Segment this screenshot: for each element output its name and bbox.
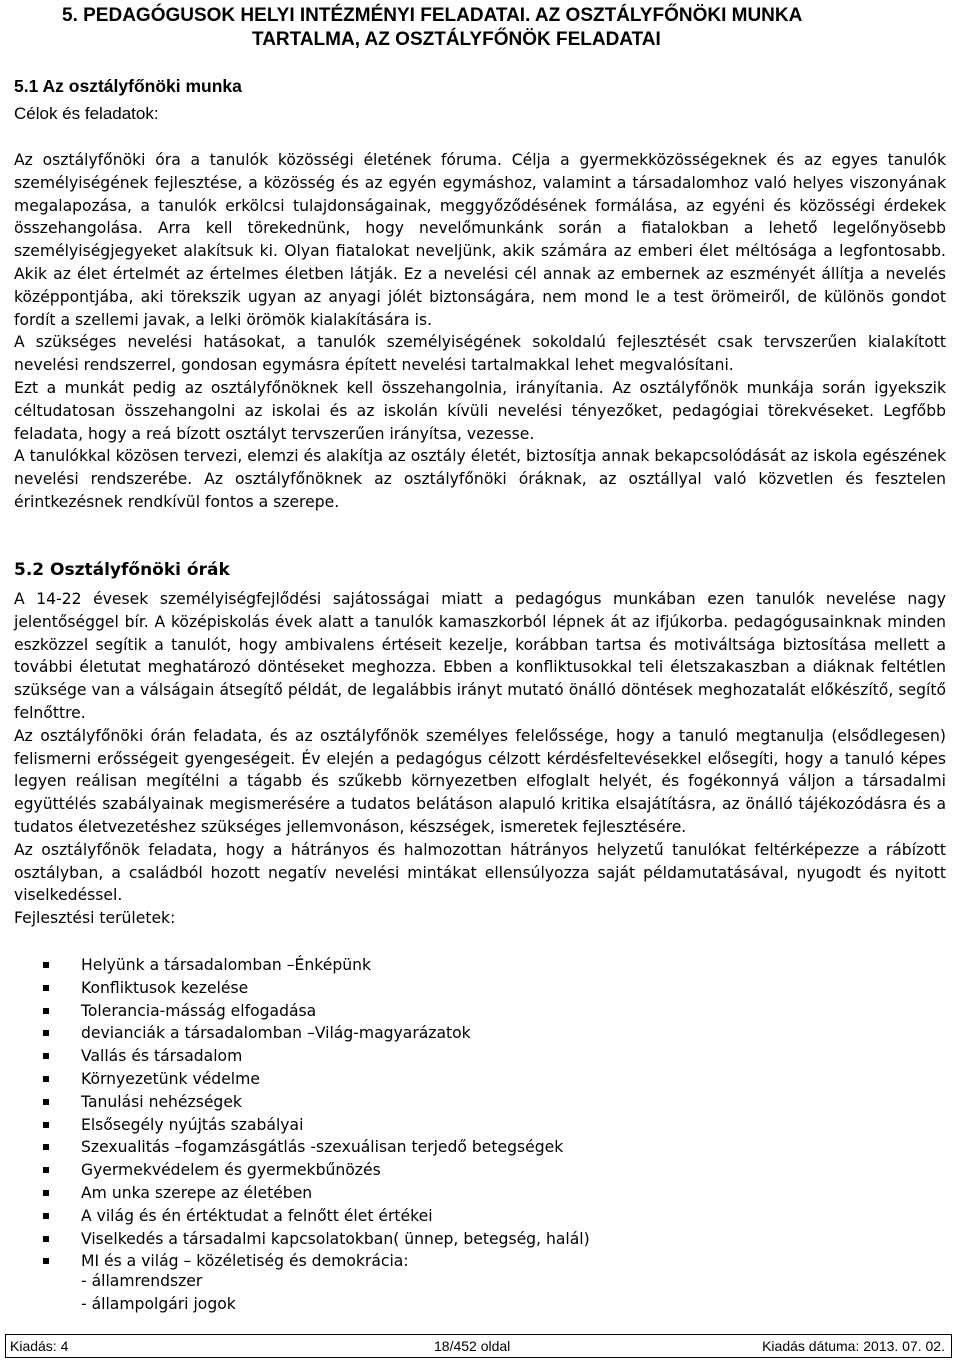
page-footer <box>5 1334 952 1358</box>
list-item: Konfliktusok kezelése <box>40 977 590 1000</box>
square-bullet-icon <box>43 985 49 991</box>
square-bullet-icon <box>43 1236 49 1242</box>
list-item: Tanulási nehézségek <box>40 1091 590 1114</box>
square-bullet-icon <box>43 1213 49 1219</box>
footer-edition: Kiadás: 4 <box>10 1338 69 1354</box>
paragraph: A tanulókkal közösen tervezi, elemzi és alakítja az osztály életét, biztosítja annak bekapcsolódását az iskola egészének nevelési rendszerébe. Az osztályfőnöknek az osztályfőnöki óráknak, az osztállyal való közvetlen és fesztelen érintkezésnek rendkívül fontos a szerepe. <box>14 447 946 511</box>
paragraph: A szükséges nevelési hatásokat, a tanulók személyiségének sokoldalú fejlesztését csak tervszerűen kialakított nevelési rendszerrel, gondosan egymásra épített nevelési tartalmakkal lehet megvalósítani. <box>14 333 946 375</box>
paragraph-label: Fejlesztési területek: <box>14 909 176 928</box>
paragraph: A 14-22 évesek személyiségfejlődési sajátosságai miatt a pedagógus munkában ezen tanulók nevelése nagy jelentőséggel bír. A középiskolás évek alatt a tanulók kamaszkorból lépnek át az ifjúkorba. pedagógusainknak minden eszközzel segítik a tanulót, hogy ambivalens értéseit kezelje, korábban tartsa és motiváltsága biztosítása mellett a további életutat meghatározó döntéseket meghozza. Ebben a konfliktusokkal teli életszakaszban a diáknak feltétlen szüksége van a válságain átsegítő példát, de legalábbis irányt mutató önálló döntések meghozatalát előkészítő, segítő felnőttre. <box>14 590 946 722</box>
square-bullet-icon <box>43 962 49 968</box>
square-bullet-icon <box>43 1190 49 1196</box>
footer-page-number: 18/452 oldal <box>434 1338 511 1354</box>
square-bullet-icon <box>43 1030 49 1036</box>
square-bullet-icon <box>43 1144 49 1150</box>
list-item: Gyermekvédelem és gyermekbűnözés <box>40 1159 590 1182</box>
list-item: Viselkedés a társadalmi kapcsolatokban( ünnep, betegség, halál) <box>40 1228 590 1251</box>
sub-items <box>81 1270 236 1316</box>
section-5-2-body <box>14 588 946 930</box>
sub-item: - állampolgári jogok <box>81 1294 236 1313</box>
square-bullet-icon <box>43 1167 49 1173</box>
square-bullet-icon <box>43 1258 49 1264</box>
paragraph: Az osztályfőnök feladata, hogy a hátrányos és halmozottan hátrányos helyzetű tanulókat feltérképezze a rábízott osztályban, a családból hozott negatív nevelési mintákat ellensúlyozza saját példamutatásával, nyugodt és nyitott viselkedéssel. <box>14 840 946 905</box>
section-5-2-title: 5.2 Osztályfőnöki órák <box>14 560 230 580</box>
heading-line-1: 5. PEDAGÓGUSOK HELYI INTÉZMÉNYI FELADATAI. AZ OSZTÁLYFŐNÖKI MUNKA <box>62 5 803 26</box>
paragraph: Ezt a munkát pedig az osztályfőnöknek kell összehangolnia, irányítania. Az osztályfőnök munkája során igyekszik céltudatosan összehangolni az iskolai és az iskolán kívüli nevelési tényezőket, pedagógiai törekvéseket. Legfőbb feladata, hogy a reá bízott osztályt tervszerűen irányítsa, vezesse. <box>14 378 946 443</box>
heading-line-2: TARTALMA, AZ OSZTÁLYFŐNÖK FELADATAI <box>252 29 661 50</box>
list-item: A világ és én értéktudat a felnőtt élet értékei <box>40 1205 590 1228</box>
list-item: Am unka szerepe az életében <box>40 1182 590 1205</box>
list-item: Elsősegély nyújtás szabályai <box>40 1114 590 1137</box>
page-heading <box>62 4 942 52</box>
square-bullet-icon <box>43 1053 49 1059</box>
list-item: Környezetünk védelme <box>40 1068 590 1091</box>
list-item: Szexualitás –fogamzásgátlás -szexuálisan terjedő betegségek <box>40 1136 590 1159</box>
development-areas-list <box>40 954 590 1273</box>
square-bullet-icon <box>43 1099 49 1105</box>
section-5-1-subtitle: Célok és feladatok: <box>14 104 159 123</box>
section-5-1-title: 5.1 Az osztályfőnöki munka <box>14 76 242 96</box>
paragraph: Az osztályfőnöki óra a tanulók közösségi életének fóruma. Célja a gyermekközösségeknek és az egyes tanulók személyiségének fejlesztése, a közösség és az egyén egymáshoz, valamint a társadalomhoz való helyes viszonyának megalapozása, a tanulók erkölcsi tulajdonságainak, meggyőződésének formálása, az egyéni és közösségi érdekek összehangolása. Arra kell törekednünk, hogy nevelőmunkánk során a fiatalokban a lehető legelőnyösebb személyiségjegyeket alakítsuk ki. Olyan fiatalokat neveljünk, akik számára az emberi élet méltósága a legfontosabb. Akik az élet értelmét az értelmes életben látják. Ez a nevelési cél annak az embernek az eszményét állítja a nevelés középpontjába, aki törekszik ugyan az anyagi jólét biztonságára, nem mond le a test örömeiről, de különös gondot fordít a szellemi javak, a lelki örömök kialakítására is. <box>14 151 946 329</box>
list-item: devianciák a társadalomban –Világ-magyarázatok <box>40 1022 590 1045</box>
list-item: MI és a világ – közéletiség és demokrácia: <box>40 1250 590 1273</box>
list-item: Vallás és társadalom <box>40 1045 590 1068</box>
square-bullet-icon <box>43 1122 49 1128</box>
section-5-1-body <box>14 149 946 514</box>
list-item: Tolerancia-másság elfogadása <box>40 1000 590 1023</box>
footer-date: Kiadás dátuma: 2013. 07. 02. <box>762 1338 945 1354</box>
square-bullet-icon <box>43 1008 49 1014</box>
square-bullet-icon <box>43 1076 49 1082</box>
list-item: Helyünk a társadalomban –Énképünk <box>40 954 590 977</box>
sub-item: - államrendszer <box>81 1272 203 1290</box>
paragraph: Az osztályfőnöki órán feladata, és az osztályfőnök személyes felelőssége, hogy a tanuló megtanulja (elsődlegesen) felismerni erősségeit gyengeségeit. Év elején a pedagógus célzott kérdésfeltevésekkel elősegíti, hogy a tanuló képes legyen reálisan megítélni a tágabb és szűkebb környezetben elfoglalt helyét, és fogékonnyá váljon a társadalmi együttélés szabályainak megismerésére a tudatos belátáson alapuló kritika elsajátításra, az önálló tájékozódásra és a tudatos életvezetéshez szükséges jellemvonáson, készségek, ismeretek fejlesztésére. <box>14 726 946 836</box>
